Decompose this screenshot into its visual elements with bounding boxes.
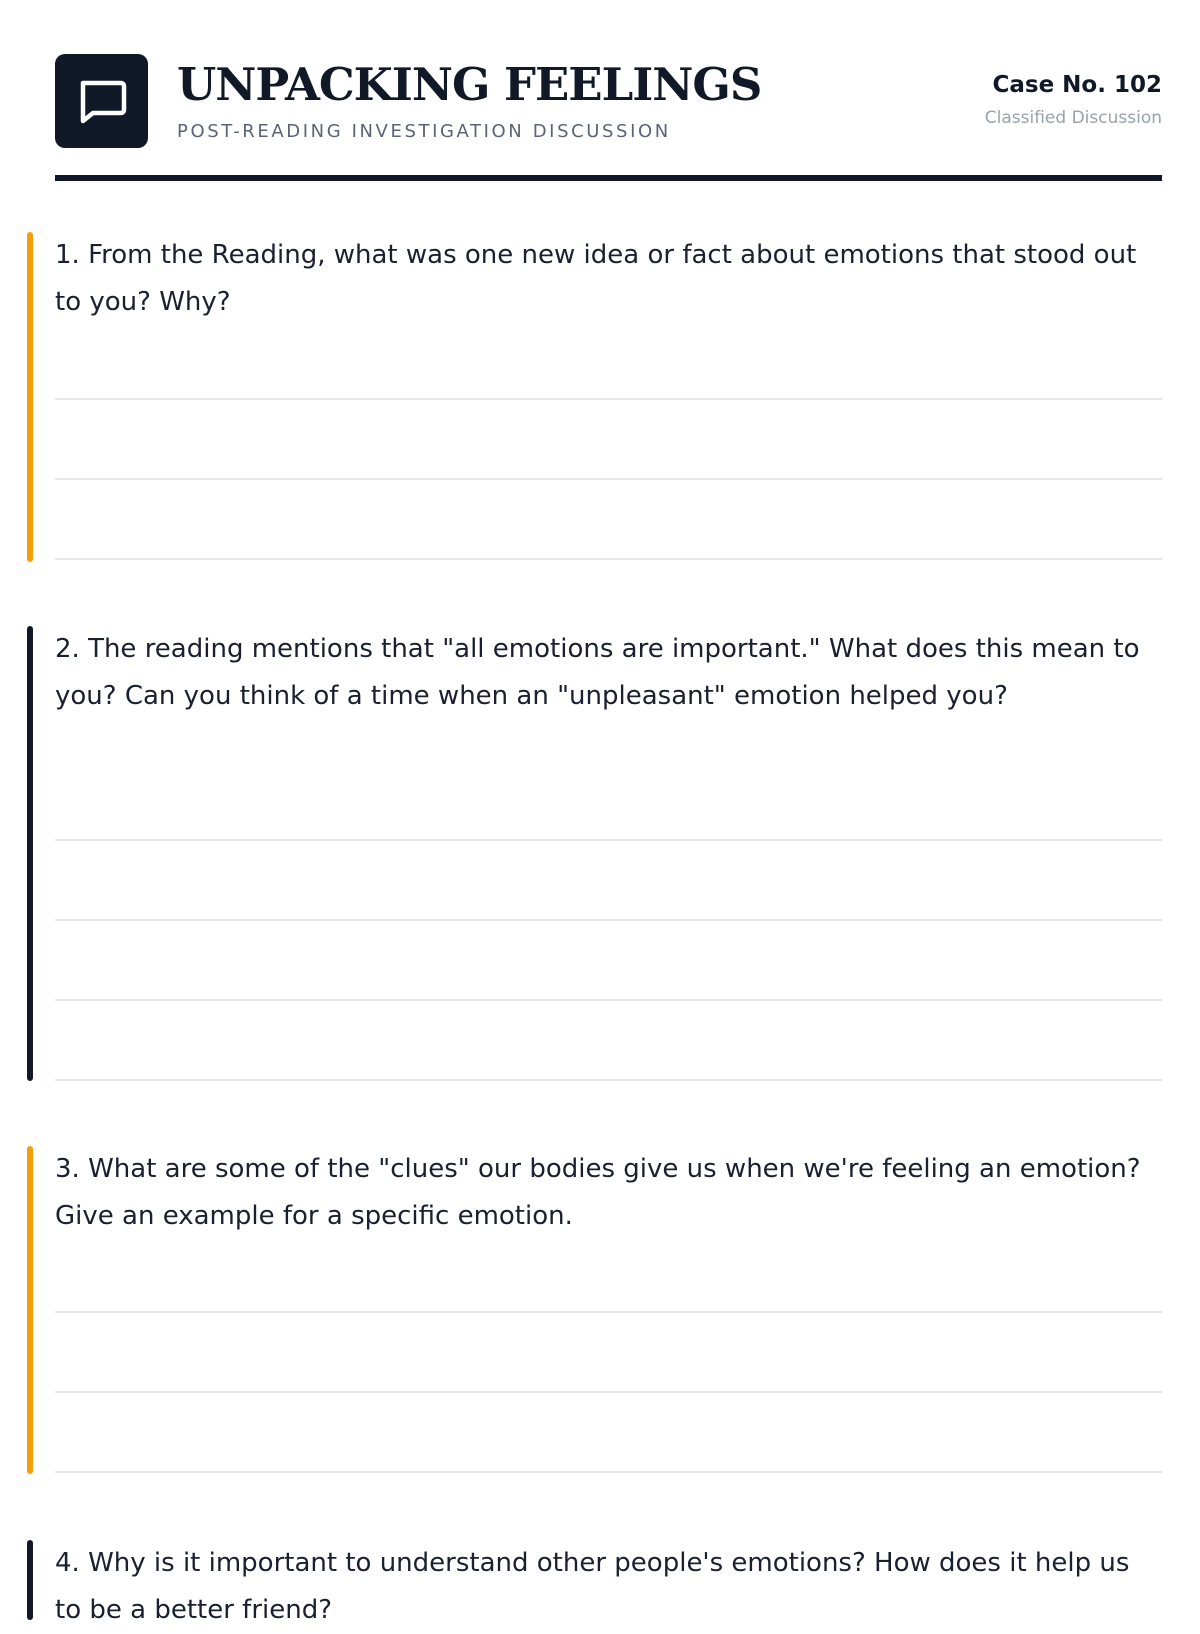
answer-line[interactable] — [55, 1079, 1162, 1081]
question-4 — [55, 1540, 1162, 1625]
question-accent-bar — [27, 626, 33, 1081]
answer-line[interactable] — [55, 919, 1162, 921]
question-text: 1. From the Reading, what was one new idea or fact about emotions that stood out to you? Why? — [55, 240, 1137, 317]
question-text: 2. The reading mentions that "all emotions are important." What does this mean to you? Can you think of a time when an "unpleasant" emotion helped you? — [55, 634, 1140, 711]
answer-line[interactable] — [55, 1391, 1162, 1393]
answer-line[interactable] — [55, 478, 1162, 480]
question-accent-bar — [27, 232, 33, 562]
answer-line[interactable] — [55, 1471, 1162, 1473]
chat-bubble-icon — [75, 74, 129, 128]
question-text: 4. Why is it important to understand other people's emotions? How does it help us to be a better friend? — [55, 1548, 1130, 1625]
question-accent-bar — [27, 1540, 33, 1620]
page-title: UNPACKING FEELINGS — [177, 58, 762, 111]
answer-line[interactable] — [55, 1311, 1162, 1313]
question-1 — [55, 232, 1162, 562]
page-header — [55, 54, 1162, 184]
question-2 — [55, 626, 1162, 1081]
case-label: Classified Discussion — [984, 108, 1162, 128]
answer-line[interactable] — [55, 558, 1162, 560]
logo-badge — [55, 54, 148, 148]
question-text: 3. What are some of the "clues" our bodies give us when we're feeling an emotion? Give an example for a specific emotion. — [55, 1154, 1141, 1231]
question-3 — [55, 1146, 1162, 1474]
answer-line[interactable] — [55, 999, 1162, 1001]
answer-line[interactable] — [55, 398, 1162, 400]
page-subtitle: POST-READING INVESTIGATION DISCUSSION — [177, 121, 671, 142]
header-divider — [55, 175, 1162, 181]
question-accent-bar — [27, 1146, 33, 1474]
answer-line[interactable] — [55, 839, 1162, 841]
case-number: Case No. 102 — [992, 72, 1162, 98]
